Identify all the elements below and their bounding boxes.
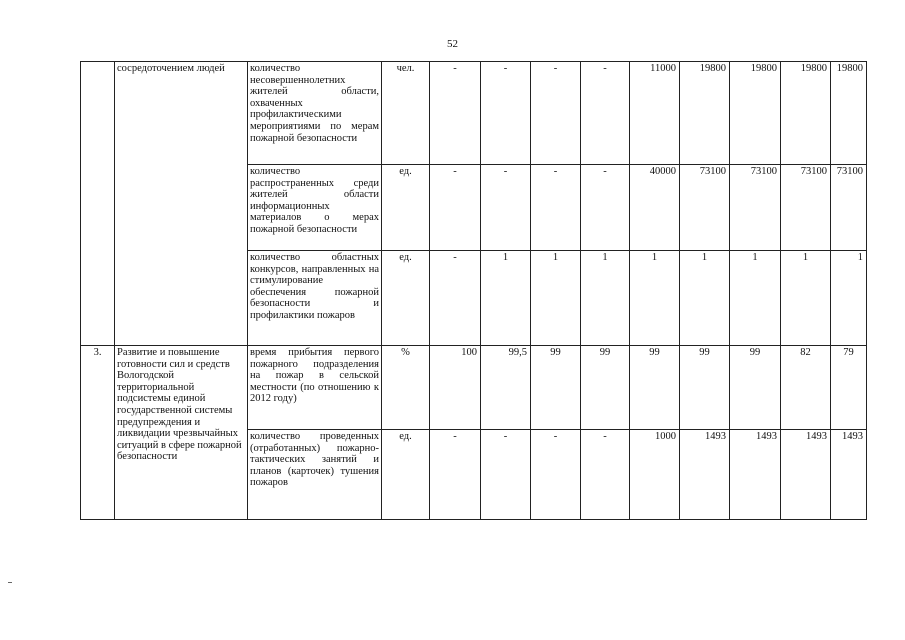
unit-cell: чел. (382, 62, 430, 165)
value-cell: 1493 (730, 430, 781, 520)
value-cell: 99 (581, 346, 630, 430)
page-number: 52 (447, 38, 458, 50)
value-cell: 73100 (831, 165, 867, 251)
indicator-cell: количество распространенных среди жителей области информационных материалов о мерах пожарной безопасности (248, 165, 382, 251)
value-cell: 1493 (680, 430, 730, 520)
value-cell: 1000 (630, 430, 680, 520)
value-cell: 99 (730, 346, 781, 430)
value-cell: - (481, 62, 531, 165)
value-cell: 73100 (781, 165, 831, 251)
indicator-cell: количество областных конкурсов, направленных на стимулирование обеспечения пожарной безопасности и профилактики пожаров (248, 251, 382, 346)
value-cell: 19800 (781, 62, 831, 165)
value-cell: 40000 (630, 165, 680, 251)
indicators-table (80, 61, 867, 520)
value-cell: 19800 (831, 62, 867, 165)
indicator-cell: количество несовершеннолетних жителей области, охваченных профилактическими мероприятиями по мерам пожарной безопасности (248, 62, 382, 165)
value-cell: 73100 (730, 165, 781, 251)
value-cell: 79 (831, 346, 867, 430)
value-cell: 19800 (730, 62, 781, 165)
unit-cell: % (382, 346, 430, 430)
value-cell: 1 (581, 251, 630, 346)
value-cell: - (481, 165, 531, 251)
value-cell: 99 (531, 346, 581, 430)
table-row (81, 62, 867, 165)
indicator-cell: количество проведенных (отработанных) пожарно-тактических занятий и планов (карточек) тушения пожаров (248, 430, 382, 520)
value-cell: - (531, 62, 581, 165)
value-cell: 82 (781, 346, 831, 430)
unit-cell: ед. (382, 165, 430, 251)
value-cell: 1 (730, 251, 781, 346)
goal-cell: сосредоточением людей (115, 62, 248, 346)
value-cell: 1 (831, 251, 867, 346)
value-cell: 99,5 (481, 346, 531, 430)
value-cell: - (430, 251, 481, 346)
value-cell: - (531, 165, 581, 251)
value-cell: 19800 (680, 62, 730, 165)
value-cell: - (430, 430, 481, 520)
value-cell: - (481, 430, 531, 520)
value-cell: - (581, 430, 630, 520)
value-cell: 73100 (680, 165, 730, 251)
value-cell: 100 (430, 346, 481, 430)
value-cell: - (581, 165, 630, 251)
value-cell: 1 (481, 251, 531, 346)
table-row (81, 346, 867, 430)
value-cell: 11000 (630, 62, 680, 165)
unit-cell: ед. (382, 430, 430, 520)
indicator-cell: время прибытия первого пожарного подразделения на пожар в сельской местности (по отношению к 2012 году) (248, 346, 382, 430)
value-cell: - (430, 165, 481, 251)
value-cell: - (531, 430, 581, 520)
value-cell: 1 (630, 251, 680, 346)
value-cell: 1 (531, 251, 581, 346)
value-cell: - (430, 62, 481, 165)
value-cell: - (581, 62, 630, 165)
row-number-cell: 3. (81, 346, 115, 520)
unit-cell: ед. (382, 251, 430, 346)
value-cell: 1 (680, 251, 730, 346)
value-cell: 99 (680, 346, 730, 430)
value-cell: 1493 (831, 430, 867, 520)
value-cell: 1493 (781, 430, 831, 520)
value-cell: 99 (630, 346, 680, 430)
value-cell: 1 (781, 251, 831, 346)
margin-mark (8, 582, 12, 583)
row-number-cell (81, 62, 115, 346)
goal-cell: Развитие и повышение готовности сил и средств Вологодской территориальной подсистемы единой государственной системы предупреждения и ликвидации чрезвычайных ситуаций в сфере пожарной безопасности (115, 346, 248, 520)
